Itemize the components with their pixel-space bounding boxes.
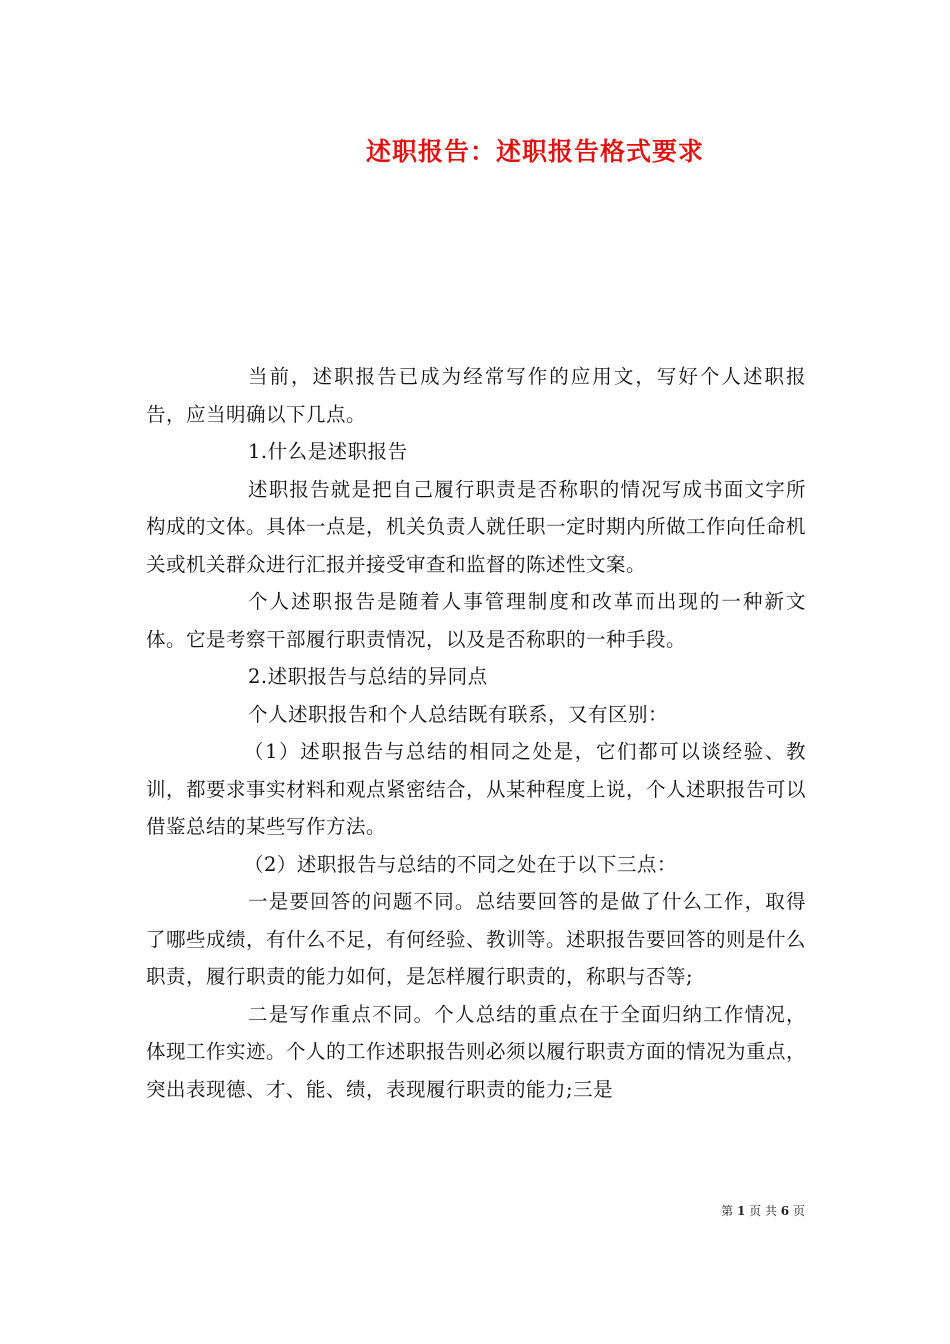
paragraph: 个人述职报告和个人总结既有联系，又有区别： [248,702,669,726]
footer-middle: 页 共 [749,1204,777,1218]
paragraph: 二是写作重点不同。个人总结的重点在于全面归纳工作情况，体现工作实迹。个人的工作述职报告则必须以履行职责方面的情况为重点，突出表现德、才、能、绩，表现履行职责的能力;三是 [146,1002,807,1101]
paragraph: （2）述职报告与总结的不同之处在于以下三点： [244,852,677,876]
paragraph: （1）述职报告与总结的相同之处是，它们都可以谈经验、教训，都要求事实材料和观点紧密结合，从某种程度上说，个人述职报告可以借鉴总结的某些写作方法。 [146,740,807,838]
paragraph: 述职报告就是把自己履行职责是否称职的情况写成书面文字所构成的文体。具体一点是，机关负责人就任职一定时期内所做工作向任命机关或机关群众进行汇报并接受审查和监督的陈述性文案。 [146,477,807,576]
document-body [146,358,806,1108]
paragraph: 一是要回答的问题不同。总结要回答的是做了什么工作，取得了哪些成绩，有什么不足，有何经验、教训等。述职报告要回答的则是什么职责，履行职责的能力如何，是怎样履行职责的，称职与否等; [146,890,807,988]
section-heading: 2.述职报告与总结的异同点 [248,665,488,688]
page-footer [721,1202,805,1219]
page-total: 6 [780,1204,790,1218]
page-number: 1 [736,1204,746,1218]
footer-prefix: 第 [721,1204,734,1218]
paragraph: 当前，述职报告已成为经常写作的应用文，写好个人述职报告，应当明确以下几点。 [146,365,806,426]
section-heading: 1.什么是述职报告 [248,440,408,463]
document-title: 述职报告：述职报告格式要求 [365,137,704,166]
paragraph: 个人述职报告是随着人事管理制度和改革而出现的一种新文体。它是考察干部履行职责情况，以及是否称职的一种手段。 [146,590,806,651]
footer-suffix: 页 [792,1204,805,1218]
